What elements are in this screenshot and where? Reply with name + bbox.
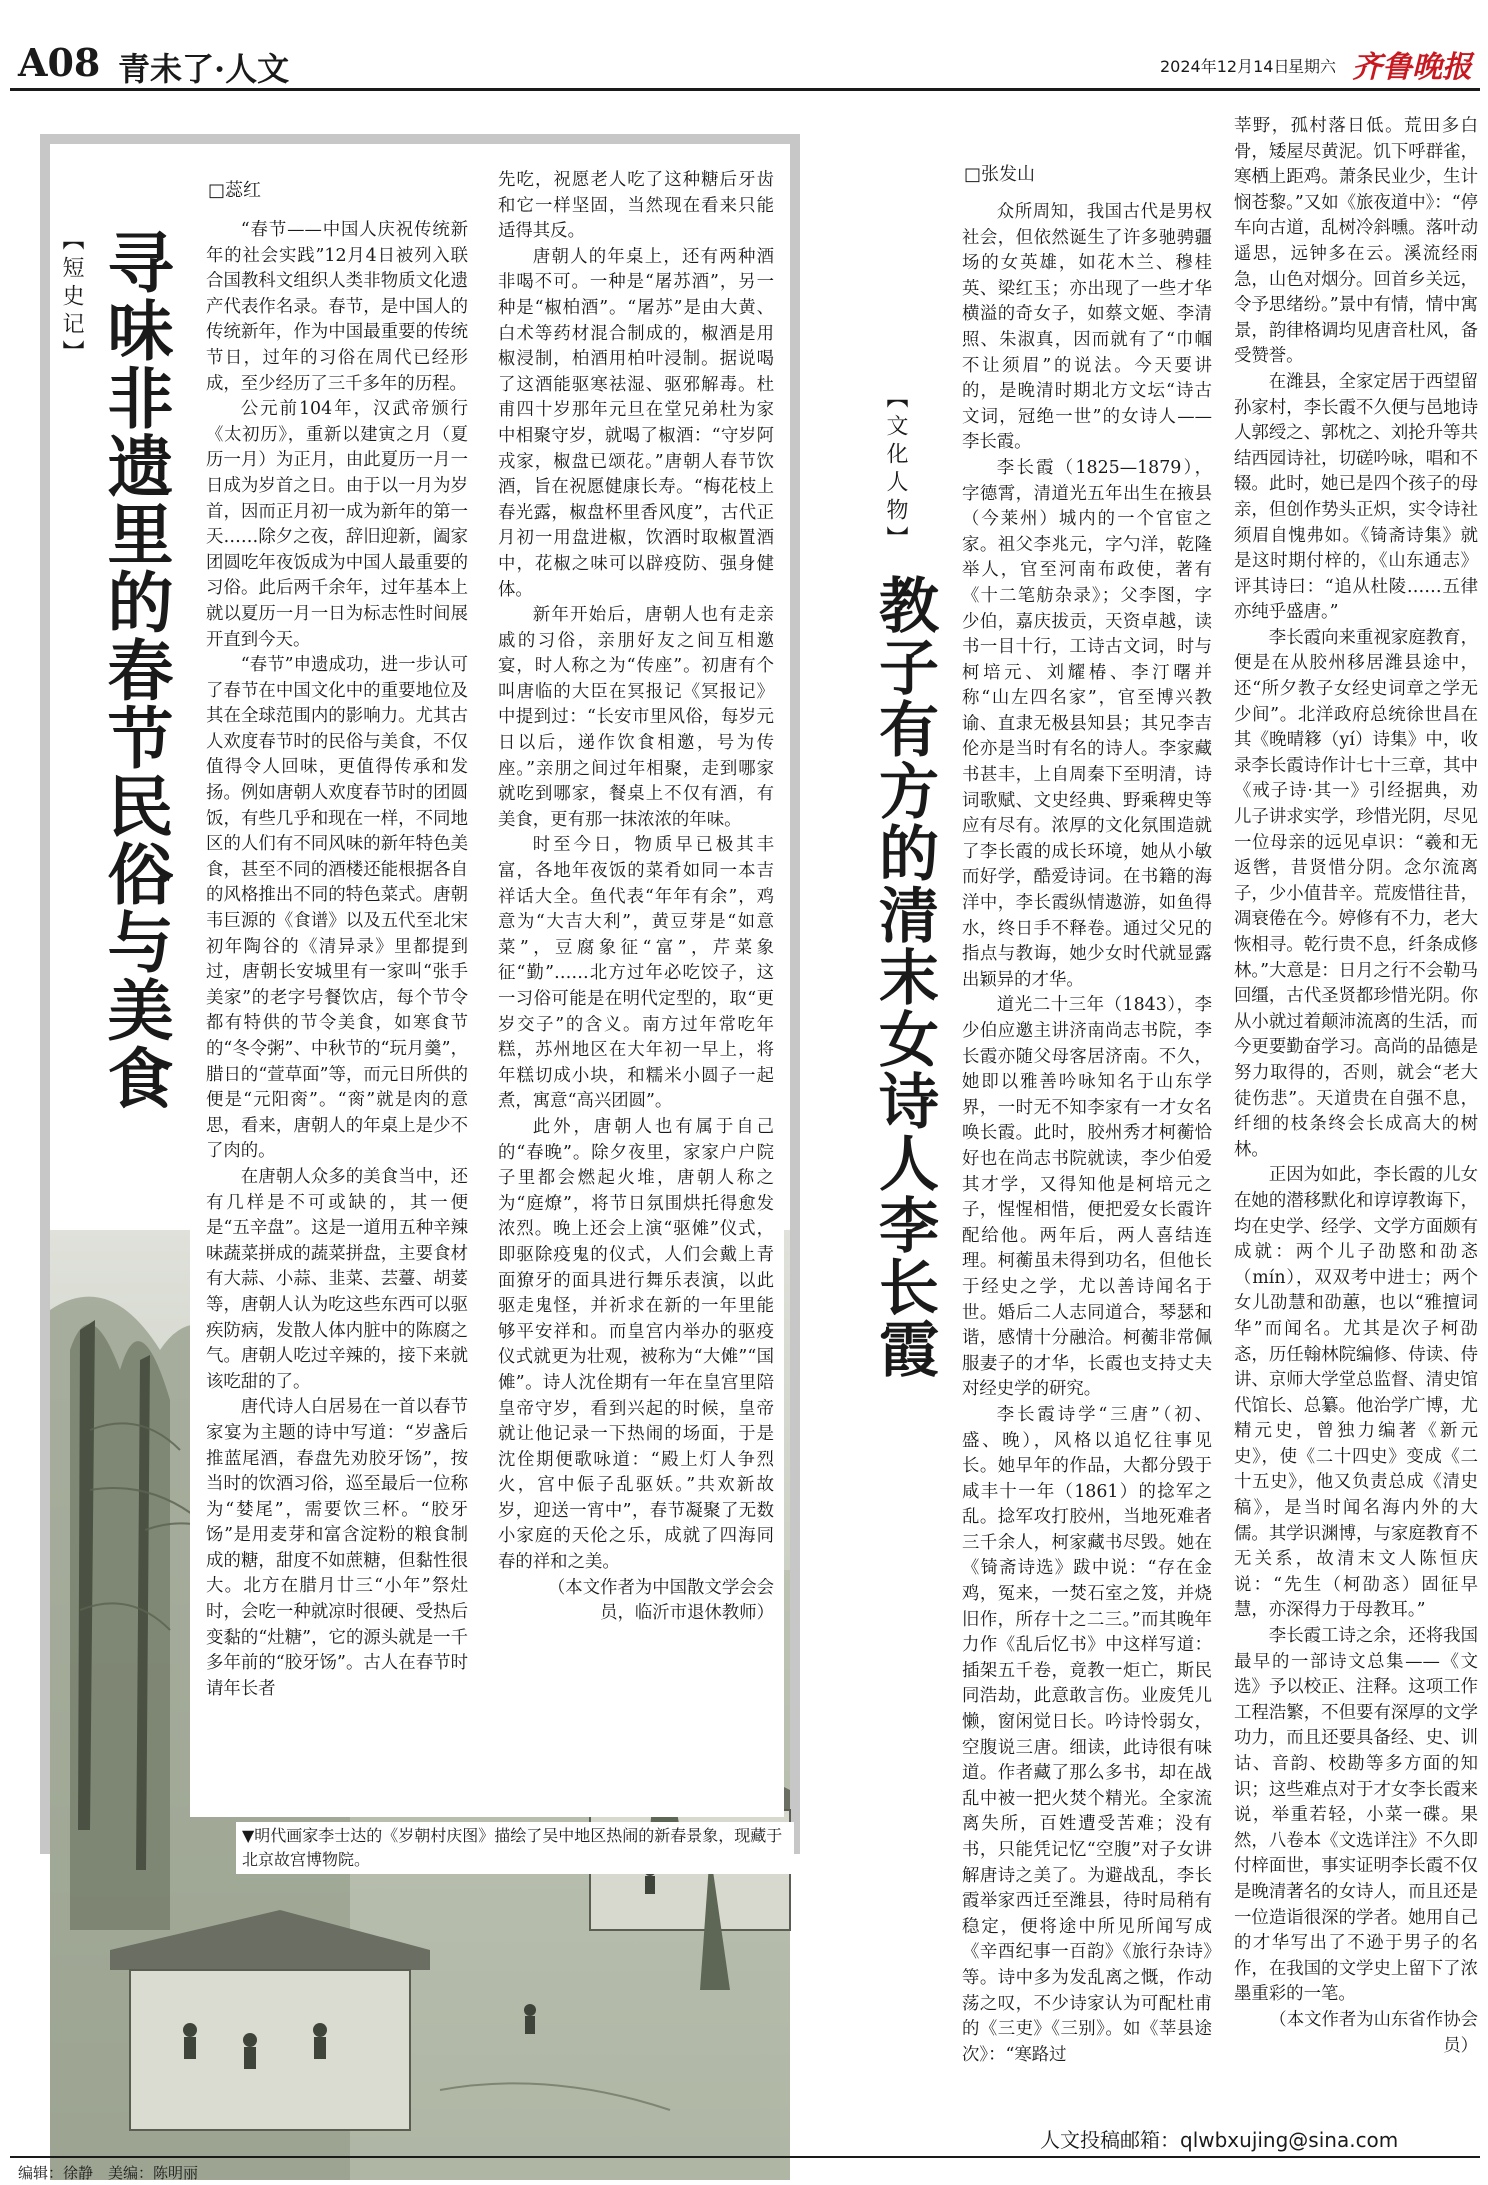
article1-paragraph: “春节——中国人庆祝传统新年的社会实践”12月4日被列入联合国教科文组织人类非物质文化遗产代表作名录。春节，是中国人的传统新年，作为中国最重要的传统节日，过年的习俗在周代已经形成，至少经历了三千多年的历程。 — [206, 220, 468, 394]
article2-paragraph: 道光二十三年（1843），李少伯应邀主讲济南尚志书院，李长霞亦随父母客居济南。不久，她即以雅善吟咏知名于山东学界，一时无不知李家有一才女名唤长霞。此时，胶州秀才柯蘅恰好也在尚志书院就读，李少伯爱其才学，又得知他是柯培元之子，惺惺相惜，便把爱女长霞许配给他。两年后，两人喜结连理。柯蘅虽未得到功名，但他长于经史之学，尤以善诗闻名于世。婚后二人志同道合，琴瑟和谐，感情十分融洽。柯蘅非常佩服妻子的才华，长霞也支持丈夫对经史学的研究。 — [962, 995, 1212, 1400]
article2-column-2 — [1234, 114, 1478, 2056]
article1-column-1 — [206, 218, 468, 1814]
article2-author-note: （本文作者为山东省作协会员） — [1269, 2009, 1478, 2056]
issue-weekday: 星期六 — [1288, 57, 1337, 76]
article1-column-tag: 【短史记】 — [59, 228, 84, 368]
article1-paragraph: “春节”申遗成功，进一步认可了春节在中国文化中的重要地位及其在全球范围内的影响力。尤其古人欢度春节时的民俗与美食，不仅值得令人回味，更值得传承和发扬。例如唐朝人欢度春节时的团圆饭，有些几乎和现在一样，不同地区的人们有不同风味的新年特色美食，甚至不同的酒楼还能根据各自的风格推出不同的特色菜式。唐朝韦巨源的《食谱》以及五代至北宋初年陶谷的《清异录》里都提到过，唐朝长安城里有一家叫“张手美家”的老字号餐饮店，每个节令都有特供的节令美食，如寒食节的“冬令粥”、中秋节的“玩月羹”，腊日的“萱草面”等，而元日所供的便是“元阳脔”。“脔”就是肉的意思，看来，唐朝人的年桌上是少不了肉的。 — [206, 655, 468, 1162]
article1-paragraph: 在唐朝人众多的美食当中，还有几样是不可或缺的，其一便是“五辛盘”。这是一道用五种辛辣味蔬菜拼成的蔬菜拼盘，主要食材有大蒜、小蒜、韭菜、芸薹、胡荽等，唐朝人认为吃这些东西可以驱疾防病，发散人体内脏中的陈腐之气。唐朝人吃过辛辣的，接下来就该吃甜的了。 — [206, 1166, 468, 1392]
article2-paragraph: 李长霞工诗之余，还将我国最早的一部诗文总集——《文选》予以校正、注释。这项工作工程浩繁，不但要有深厚的文学功力，而且还要具备经、史、训诂、音韵、校勘等多方面的知识；这些难点对于才女李长霞来说，举重若轻，小菜一碟。果然，八卷本《文选详注》不久即付梓面世，事实证明李长霞不仅是晚清著名的女诗人，而且还是一位造诣很深的学者。她用自己的才华写出了不逊于男子的名作，在我国的文学史上留下了浓墨重彩的一笔。 — [1234, 1626, 1478, 2005]
page-header — [0, 0, 1488, 95]
article1-column-2 — [498, 168, 774, 1780]
article1-paragraph: 此外，唐朝人也有属于自己的“春晚”。除夕夜里，家家户户院子里都会燃起火堆，唐朝人称之为“庭燎”，将节日氛围烘托得愈发浓烈。晚上还会上演“驱傩”仪式，即驱除疫鬼的仪式，人们会戴上青面獠牙的面具进行舞乐表演，以此驱走鬼怪，并祈求在新的一年里能够平安祥和。而皇宫内举办的驱疫仪式就更为壮观，被称为“大傩”“国傩”。诗人沈佺期有一年在皇宫里陪皇帝守岁，看到兴起的时候，皇帝就让他记录一下热闹的场面，于是沈佺期便歌咏道：“殿上灯人争烈火，宫中侲子乱驱妖。”共欢新故岁，迎送一宵中”，春节凝聚了无数小家庭的天伦之乐，成就了四海同春的祥和之美。 — [498, 1116, 774, 1573]
article2-paragraph: 李长霞诗学“三唐”（初、盛、晚），风格以追忆往事见长。她早年的作品，大都分毁于咸丰十一年（1861）的捻军之乱。捻军攻打胶州，当地死难者三千余人，柯家藏书尽毁。她在《锜斋诗选》跋中说：“存在金鸡，冤来，一焚石室之笈，并烧旧作，所存十之二三。”而其晚年力作《乱后忆书》中这样写道：插架五千卷，竟教一炬亡，斯民同浩劫，此意敢言伤。业废凭儿懒，窗闲觉日长。吟诗怜弱女，空腹说三唐。细读，此诗很有味道。作者藏了那么多书，却在战乱中被一把火焚个精光。全家流离失所，百姓遭受苦难；没有书，只能凭记忆“空腹”对子女讲解唐诗之美了。为避战乱，李长霞举家西迁至潍县，待时局稍有稳定，便将途中所见所闻写成《辛酉纪事一百韵》《旅行杂诗》等。诗中多为发乱离之慨，作动荡之叹，不少诗家认为可配杜甫的《三吏》《三别》。如《莘县途次》：“寒路过 — [962, 1404, 1212, 2065]
issue-date: 2024年12月14日 — [1160, 57, 1290, 76]
page-number: A08 — [18, 40, 101, 85]
article2-paragraph: 众所周知，我国古代是男权社会，但依然诞生了许多驰骋疆场的女英雄，如花木兰、穆桂英、梁红玉；亦出现了一些才华横溢的奇女子，如蔡文姬、李清照、朱淑真，因而就有了“巾帼不让须眉”的说法。今天要讲的，是晚清时期北方文坛“诗古文词，冠绝一世”的女诗人——李长霞。 — [962, 202, 1212, 453]
article1-byline: □蕊红 — [208, 180, 262, 201]
article1-title: 寻味非遗里的春节民俗与美食 — [96, 228, 173, 1112]
article1-paragraph: 唐朝人的年桌上，还有两种酒非喝不可。一种是“屠苏酒”，另一种是“椒柏酒”。“屠苏”是由大黄、白术等药材混合制成的，椒酒是用椒浸制，柏酒用柏叶浸制。据说喝了这酒能驱寒祛湿、驱邪解毒。杜甫四十岁那年元旦在堂兄弟杜为家中相聚守岁，就喝了椒酒：“守岁阿戎家，椒盘已颂花。”唐朝人春节饮酒，旨在祝愿健康长寿。“梅花枝上春光露，椒盘杯里香风度”，古代正月初一用盘进椒，饮酒时取椒置酒中，花椒之味可以辟疫防、强身健体。 — [498, 246, 774, 600]
article1-paragraph: 新年开始后，唐朝人也有走亲戚的习俗，亲朋好友之间互相邀宴，时人称之为“传座”。初唐有个叫唐临的大臣在冥报记《冥报记》中提到过：“长安市里风俗，每岁元日以后，递作饮食相邀，号为传座。”亲朋之间过年相聚，走到哪家就吃到哪家，餐桌上不仅有酒，有美食，更有那一抹浓浓的年味。 — [498, 605, 774, 830]
article1-paragraph: 时至今日，物质早已极其丰富，各地年夜饭的菜肴如同一本吉祥话大全。鱼代表“年年有余”，鸡意为“大吉大利”，黄豆芽是“如意菜”，豆腐象征“富”，芹菜象征“勤”……北方过年必吃饺子，这一习俗可能是在明代定型的，取“更岁交子”的含义。南方过年常吃年糕，苏州地区在大年初一早上，将年糕切成小块，和糯米小圆子一起煮，寓意“高兴团圆”。 — [498, 835, 774, 1112]
submission-email: 人文投稿邮箱：qlwbxujing@sina.com — [1040, 2128, 1399, 2152]
article1-paragraph: 公元前104年，汉武帝颁行《太初历》，重新以建寅之月（夏历一月）为正月，由此夏历一月一日成为岁首之日。由于以一月为岁首，因而正月初一成为新年的第一天……除夕之夜，辞旧迎新，阖家团圆吃年夜饭成为中国人最重要的习俗。此后两千余年，过年基本上就以夏历一月一日为标志性时间展开直到今天。 — [206, 399, 468, 650]
editor-credits: 编辑：徐静 美编：陈明丽 — [18, 2164, 199, 2182]
article2-paragraph: 在潍县，全家定居于西望留孙家村，李长霞不久便与邑地诗人郭绶之、郭枕之、刘抡升等共结西园诗社，切磋吟咏，唱和不辍。此时，她已是四个孩子的母亲，但创作势头正炽，实令诗社须眉自愧弗如。《锜斋诗集》就是这时期付梓的，《山东通志》评其诗曰：“追从杜陵……五律亦纯乎盛唐。” — [1234, 371, 1478, 623]
header-rule — [10, 88, 1480, 91]
section-title: 青未了·人文 — [118, 50, 290, 88]
newspaper-masthead: 齐鲁晚报 — [1352, 50, 1472, 85]
footer-rule — [10, 2156, 1480, 2158]
article2-title: 教子有方的清末女诗人李长霞 — [869, 574, 939, 1380]
article2-column-1 — [962, 200, 1212, 2146]
article2-column-tag: 【文化人物】 — [883, 386, 908, 554]
article1-author-note: （本文作者为中国散文学会会员，临沂市退休教师） — [547, 1577, 774, 1624]
article2-byline: □张发山 — [964, 164, 1036, 185]
article2-paragraph: 正因为如此，李长霞的儿女在她的潜移默化和谆谆教诲下，均在史学、经学、文学方面颇有成就：两个儿子劭愍和劭忞（mín），双双考中进士；两个女儿劭慧和劭蕙，也以“雅擅词华”而闻名。尤其是次子柯劭忞，历任翰林院编修、侍读、侍讲、京师大学堂总监督、清史馆代馆长、总纂。他治学广博，尤精元史，曾独力编著《新元史》，使《二十四史》变成《二十五史》，他又负责总成《清史稿》，是当时闻名海内外的大儒。其学识渊博，与家庭教育不无关系，故清末文人陈恒庆说：“先生（柯劭忞）固征早慧，亦深得力于母教耳。” — [1234, 1165, 1478, 1621]
article1-paragraph: 唐代诗人白居易在一首以春节家宴为主题的诗中写道：“岁盏后推蓝尾酒，春盘先劝胶牙饧”，按当时的饮酒习俗，巡至最后一位称为“婪尾”，需要饮三杯。“胶牙饧”是用麦芽和富含淀粉的粮食制成的糖，甜度不如蔗糖，但黏性很大。北方在腊月廿三“小年”祭灶时，会吃一种就凉时很硬、受热后变黏的“灶糖”，它的源头就是一千多年前的“胶牙饧”。古人在春节时请年长者 — [206, 1397, 468, 1699]
article1-paragraph: 先吃，祝愿老人吃了这种糖后牙齿和它一样坚固，当然现在看来只能适得其反。 — [498, 170, 774, 242]
painting-caption: ▼明代画家李士达的《岁朝村庆图》描绘了吴中地区热闹的新春景象，现藏于北京故宫博物院。 — [236, 1822, 794, 1874]
article2-paragraph: 莘野，孤村落日低。荒田多白骨，矮屋尽黄泥。饥下呼群雀，寒栖上距鸡。萧条民业少，生计悯苍黎。”又如《旅夜道中》：“停车向古道，乱树冷斜曛。落叶动遥思，远钟多在云。溪流经雨急，山色对烟分。回首乡关远，令予思绪纷。”景中有情，情中寓景，韵律格调均见唐音杜风，备受赞誉。 — [1234, 116, 1478, 367]
article2-paragraph: 李长霞向来重视家庭教育，便是在从胶州移居潍县途中，还“所夕教子女经史词章之学无少间”。北洋政府总统徐世昌在其《晚晴簃（yí）诗集》中，收录李长霞诗作计七十三章，其中《戒子诗·其一》引经据典，劝儿子讲求实学，珍惜光阴，尽见一位母亲的远见卓识：“羲和无返辔，昔贤惜分阴。念尔流离子，少小值昔辛。荒废惜往昔，凋衰倦在今。婷修有不力，老大恢相寻。乾行贵不息，纤条成修林。”大意是：日月之行不会勒马回缰，古代圣贤都珍惜光阴。你从小就过着颠沛流离的生活，而今更要勤奋学习。高尚的品德是努力取得的，否则，就会“老大徒伤悲”。天道贵在自强不息，纤细的枝条终会长成高大的树林。 — [1234, 627, 1478, 1160]
article2-paragraph: 李长霞（1825—1879），字德霄，清道光五年出生在掖县（今莱州）城内的一个官宦之家。祖父李兆元，字勺洋，乾隆举人，官至河南布政使，著有《十二笔舫杂录》；父李图，字少伯，嘉庆拔贡，天资卓越，读书一目十行，工诗古文词，时与柯培元、刘耀椿、李汀曙并称“山左四名家”，官至博兴教谕、直隶无极县知县；其兄李吉伦亦是当时有名的诗人。李家藏书甚丰，上自周秦下至明清，诗词歌赋、文史经典、野乘稗史等应有尽有。浓厚的文化氛围造就了李长霞的成长环境，她从小敏而好学，酷爱诗词。在书籍的海洋中，李长霞纵情遨游，如鱼得水，终日手不释卷。通过父兄的指点与教诲，她少女时代就显露出颖异的才华。 — [962, 457, 1212, 990]
